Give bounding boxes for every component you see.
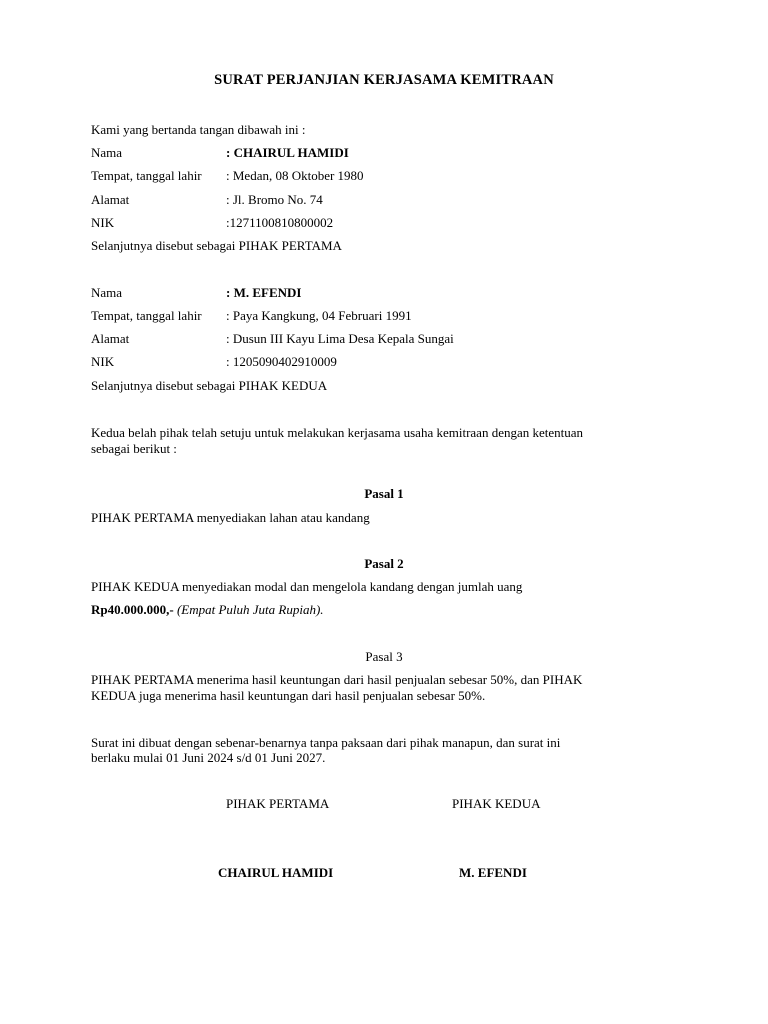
party2-address-label: Alamat <box>91 331 130 346</box>
party2-birth-value: : Paya Kangkung, 04 Februari 1991 <box>226 308 412 323</box>
party2-designation: Selanjutnya disebut sebagai PIHAK KEDUA <box>91 378 328 393</box>
pasal2-amount: Rp40.000.000,- <box>91 602 174 617</box>
signature-right-name: M. EFENDI <box>459 865 527 880</box>
agreement-intro-line2: sebagai berikut : <box>91 441 177 456</box>
party2-nik-value: : 1205090402910009 <box>226 354 337 369</box>
intro-text: Kami yang bertanda tangan dibawah ini : <box>91 122 306 137</box>
closing-line2: berlaku mulai 01 Juni 2024 s/d 01 Juni 2027. <box>91 750 326 765</box>
party1-birth-label: Tempat, tanggal lahir <box>91 168 202 183</box>
party1-birth-value: : Medan, 08 Oktober 1980 <box>226 168 364 183</box>
agreement-intro-line1: Kedua belah pihak telah setuju untuk melakukan kerjasama usaha kemitraan dengan ketentuan <box>91 425 584 440</box>
signature-right-role: PIHAK KEDUA <box>452 796 541 811</box>
pasal1-text: PIHAK PERTAMA menyediakan lahan atau kandang <box>91 510 370 525</box>
pasal3-line1: PIHAK PERTAMA menerima hasil keuntungan dari hasil penjualan sebesar 50%, dan PIHAK <box>91 672 583 687</box>
party1-address-label: Alamat <box>91 192 130 207</box>
pasal3-line2: KEDUA juga menerima hasil keuntungan dari hasil penjualan sebesar 50%. <box>91 688 486 703</box>
party1-address-value: : Jl. Bromo No. 74 <box>226 192 323 207</box>
pasal2-text: PIHAK KEDUA menyediakan modal dan mengelola kandang dengan jumlah uang <box>91 579 523 594</box>
closing-line1: Surat ini dibuat dengan sebenar-benarnya tanpa paksaan dari pihak manapun, dan surat ini <box>91 735 561 750</box>
signature-left-name: CHAIRUL HAMIDI <box>218 865 334 880</box>
party1-nik-label: NIK <box>91 215 115 230</box>
pasal2-heading: Pasal 2 <box>364 556 404 571</box>
document-title: SURAT PERJANJIAN KERJASAMA KEMITRAAN <box>214 72 554 88</box>
pasal2-amount-words: (Empat Puluh Juta Rupiah). <box>176 602 324 617</box>
party1-nik-value: :1271100810800002 <box>226 215 334 230</box>
party2-name-label: Nama <box>91 285 123 300</box>
pasal2-amount-line <box>91 602 324 618</box>
signature-left-role: PIHAK PERTAMA <box>226 796 330 811</box>
party2-address-value: : Dusun III Kayu Lima Desa Kepala Sungai <box>226 331 454 346</box>
party2-birth-label: Tempat, tanggal lahir <box>91 308 202 323</box>
party1-name-label: Nama <box>91 145 123 160</box>
pasal1-heading: Pasal 1 <box>364 486 404 501</box>
party1-name-value: : CHAIRUL HAMIDI <box>226 145 349 160</box>
pasal3-heading: Pasal 3 <box>365 649 403 664</box>
party2-nik-label: NIK <box>91 354 115 369</box>
party2-name-value: : M. EFENDI <box>226 285 302 300</box>
party1-designation: Selanjutnya disebut sebagai PIHAK PERTAMA <box>91 238 342 253</box>
